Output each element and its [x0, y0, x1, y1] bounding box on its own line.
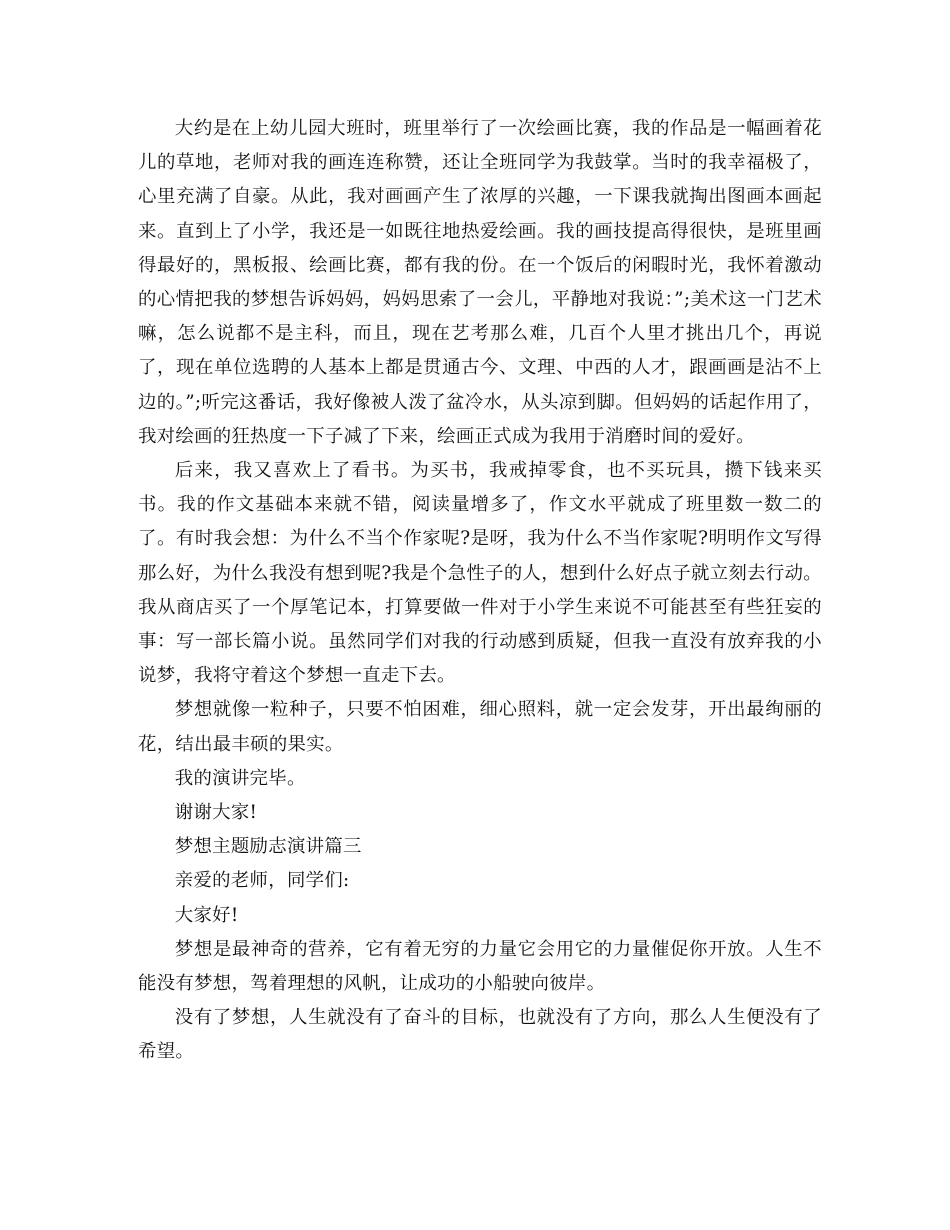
paragraph-no-dream: 没有了梦想，人生就没有了奋斗的目标，也就没有了方向，那么人生便没有了希望。 [138, 1007, 822, 1063]
paragraph-writing-dream: 后来，我又喜欢上了看书。为买书，我戒掉零食，也不买玩具，攒下钱来买书。我的作文基础本来就不错，阅读量增多了，作文水平就成了班里数一数二的了。有时我会想：为什么不当个作家呢?是呀，我为什么不当作家呢?明明作文写得那么好，为什么我没有想到呢?我是个急性子的人，想到什么好点子就立刻去行动。我从商店买了一个厚笔记本，打算要做一件对于小学生来说不可能甚至有些狂妄的事：写一部长篇小说。虽然同学们对我的行动感到质疑，但我一直没有放弃我的小说梦，我将守着这个梦想一直走下去。 [138, 460, 822, 687]
paragraph-greeting: 大家好! [174, 904, 239, 926]
document-body [138, 112, 822, 1070]
paragraph-dream-seed: 梦想就像一粒种子，只要不怕困难，细心照料，就一定会发芽，开出最绚丽的花，结出最丰硕的果实。 [138, 699, 822, 755]
paragraph-dream-nutrition: 梦想是最神奇的营养，它有着无穷的力量它会用它的力量催促你开放。人生不能没有梦想，驾着理想的风帆，让成功的小船驶向彼岸。 [138, 938, 822, 995]
paragraph-thanks: 谢谢大家! [174, 802, 258, 824]
paragraph-speech-end: 我的演讲完毕。 [174, 767, 306, 789]
paragraph-salutation: 亲爱的老师，同学们: [174, 870, 350, 892]
section-heading: 梦想主题励志演讲篇三 [174, 836, 362, 858]
paragraph-drawing-dream: 大约是在上幼儿园大班时，班里举行了一次绘画比赛，我的作品是一幅画着花儿的草地，老师对我的画连连称赞，还让全班同学为我鼓掌。当时的我幸福极了，心里充满了自豪。从此，我对画画产生了浓厚的兴趣，一下课我就掏出图画本画起来。直到上了小学，我还是一如既往地热爱绘画。我的画技提高得很快，是班里画得最好的，黑板报、绘画比赛，都有我的份。在一个饭后的闲暇时光，我怀着激动的心情把我的梦想告诉妈妈，妈妈思索了一会儿，平静地对我说：”;美术这一门艺术嘛，怎么说都不是主科，而且，现在艺考那么难，几百个人里才挑出几个，再说了，现在单位选聘的人基本上都是贯通古今、文理、中西的人才，跟画画是沾不上边的。”;听完这番话，我好像被人泼了盆冷水，从头凉到脚。但妈妈的话起作用了，我对绘画的狂热度一下子减了下来，绘画正式成为我用于消磨时间的爱好。 [138, 118, 822, 447]
